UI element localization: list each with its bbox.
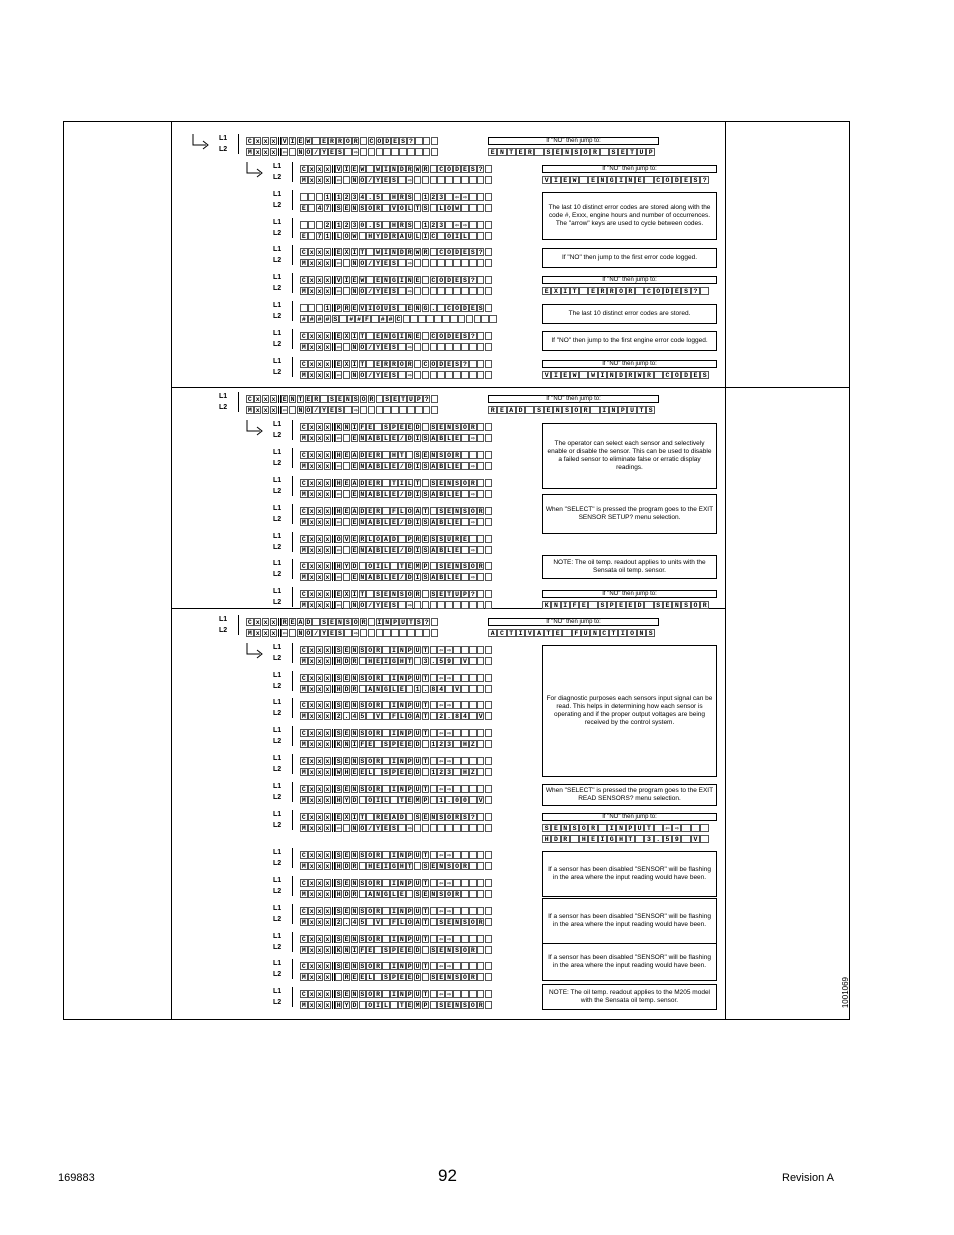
bracket-line xyxy=(292,810,293,830)
lcd-line-1: C x x x H Y D O I L T E M P S E N S O R xyxy=(300,562,493,570)
line-label-l1: L1 xyxy=(273,246,282,253)
line-label-l1: L1 xyxy=(273,877,282,884)
line-label-l1: L1 xyxy=(219,393,228,400)
line-label-l1: L1 xyxy=(273,191,282,198)
lcd-line-1: C x x x V I E W W I N D R W R C O D E S ? xyxy=(300,165,493,173)
lcd-line-1: C x x x S E N S O R I N P U T ⇦ ⇨ xyxy=(300,646,493,654)
note-box: When "SELECT" is pressed the program goes to the EXIT SENSOR SETUP? menu selection. xyxy=(542,494,717,534)
lcd-line-2: M x x x ⇦ N O / Y E S ⇨ xyxy=(246,406,439,414)
lcd-line-1: C x x x E X I T E N G I N E C O D E S ? xyxy=(300,332,493,340)
line-label-l2: L2 xyxy=(273,285,282,292)
jump-header: If "NO" then jump to: xyxy=(542,276,717,284)
line-label-l2: L2 xyxy=(273,230,282,237)
jump-target: K N I F E S P E E D S E N S O R xyxy=(542,601,709,609)
bracket-line xyxy=(292,587,293,607)
bracket-line xyxy=(292,420,293,440)
bracket-line xyxy=(238,134,239,154)
bracket-line xyxy=(292,504,293,524)
note-box: When "SELECT" is pressed the program goes to the EXIT READ SENSORS? menu selection. xyxy=(542,784,717,806)
line-label-l1: L1 xyxy=(273,849,282,856)
lcd-line-2: M x x x ⇦ N O / Y E S ⇨ xyxy=(300,259,493,267)
line-label-l1: L1 xyxy=(273,330,282,337)
lcd-line-2: E 7 1 L O W H Y D R A U L I C O I L xyxy=(300,232,493,240)
lcd-line-2: M x x x ⇦ N O / Y E S ⇨ xyxy=(246,148,439,156)
lcd-line-2: M x x x ⇦ N O / Y E S ⇨ xyxy=(300,601,493,609)
jump-target: E N T E R S E N S O R S E T U P xyxy=(488,148,655,156)
bracket-line xyxy=(292,876,293,896)
note-box: If a sensor has been disabled "SENSOR" will be flashing in the area where the input reading would have been. xyxy=(542,898,717,944)
lcd-line-1: 2 1 2 3 0 . 5 H R S 1 2 3 ⇦ ⇨ xyxy=(300,221,493,229)
lcd-line-2: M x x x H D R H E I G H T 3 . 5 9 V xyxy=(300,657,493,665)
line-label-l2: L2 xyxy=(273,202,282,209)
jump-header: If "NO" then jump to: xyxy=(542,590,717,598)
note-box: The last 10 distinct error codes are stored. xyxy=(542,304,717,324)
lcd-line-2: M x x x 2 . 4 5 V F L O A T 2 . 8 4 V xyxy=(300,712,493,720)
note-box: For diagnostic purposes each sensors input signal can be read. This helps in determining how each sensor is operating and if the proper output voltages are being received by the control system. xyxy=(542,645,717,777)
line-label-l2: L2 xyxy=(273,341,282,348)
line-label-l2: L2 xyxy=(273,710,282,717)
bracket-line xyxy=(292,726,293,746)
line-label-l2: L2 xyxy=(273,571,282,578)
lcd-line-1: C x x x S E N S O R I N P U T ⇦ ⇨ xyxy=(300,674,493,682)
bracket-line xyxy=(292,559,293,579)
line-label-l1: L1 xyxy=(273,644,282,651)
lcd-line-1: C x x x V I E W E R R O R C O D E S ? xyxy=(246,137,439,145)
lcd-line-1: C x x x H E A D E R H T S E N S O R xyxy=(300,451,493,459)
lcd-line-2: M x x x H Y D O I L T E M P S E N S O R xyxy=(300,1001,493,1009)
line-label-l2: L2 xyxy=(273,944,282,951)
right-divider xyxy=(725,122,726,1019)
line-label-l1: L1 xyxy=(273,933,282,940)
line-label-l1: L1 xyxy=(219,135,228,142)
lcd-line-2: M x x x H D R A N G L E 1 . 8 4 V xyxy=(300,685,493,693)
bracket-line xyxy=(292,782,293,802)
lcd-line-1: C x x x S E N S O R I N P U T ⇦ ⇨ xyxy=(300,879,493,887)
lcd-line-1: C x x x S E N S O R I N P U T ⇦ ⇨ xyxy=(300,962,493,970)
line-label-l1: L1 xyxy=(273,672,282,679)
lcd-line-2: M x x x K N I F E S P E E D S E N S O R xyxy=(300,946,493,954)
line-label-l2: L2 xyxy=(273,766,282,773)
line-label-l2: L2 xyxy=(273,257,282,264)
note-box: NOTE: The oil temp. readout applies to the M205 model with the Sensata oil temp. sensor. xyxy=(542,984,717,1010)
note-box: If "NO" then jump to the first error code logged. xyxy=(542,248,717,268)
lcd-line-1: C x x x S E N S O R I N P U T ⇦ ⇨ xyxy=(300,935,493,943)
lcd-line-2: M x x x ⇦ N O / Y E S ⇨ xyxy=(300,287,493,295)
lcd-line-2: M x x x R E E L S P E E D S E N S O R xyxy=(300,973,493,981)
line-label-l2: L2 xyxy=(273,516,282,523)
bracket-line xyxy=(292,698,293,718)
bracket-line xyxy=(292,643,293,663)
line-label-l1: L1 xyxy=(273,421,282,428)
lcd-line-1: C x x x E X I T W I N D R W R C O D E S ? xyxy=(300,248,493,256)
line-label-l2: L2 xyxy=(219,627,228,634)
lcd-line-2: M x x x ⇦ N O / Y E S ⇨ xyxy=(300,343,493,351)
flow-arrow-icon xyxy=(245,161,267,179)
line-label-l1: L1 xyxy=(273,302,282,309)
line-label-l2: L2 xyxy=(273,738,282,745)
line-label-l1: L1 xyxy=(273,505,282,512)
lcd-line-2: M x x x ⇦ N O / Y E S ⇨ xyxy=(300,824,493,832)
line-label-l2: L2 xyxy=(273,683,282,690)
lcd-line-1: C x x x E N T E R S E N S O R S E T U P ? xyxy=(246,395,439,403)
line-label-l2: L2 xyxy=(273,432,282,439)
lcd-line-2: M x x x ⇦ E N A B L E / D I S A B L E ⇨ xyxy=(300,462,493,470)
note-box: NOTE: The oil temp. readout applies to units with the Sensata oil temp. sensor. xyxy=(542,555,717,579)
lcd-line-2: M x x x H D R H E I G H T S E N S O R xyxy=(300,862,493,870)
bracket-line xyxy=(292,848,293,868)
line-label-l1: L1 xyxy=(273,755,282,762)
line-label-l2: L2 xyxy=(273,544,282,551)
line-label-l2: L2 xyxy=(273,655,282,662)
lcd-line-2: M x x x ⇦ N O / Y E S ⇨ xyxy=(300,371,493,379)
revision: Revision A xyxy=(782,1172,834,1184)
line-label-l1: L1 xyxy=(273,560,282,567)
jump-header: If "NO" then jump to: xyxy=(488,137,659,145)
lcd-line-1: C x x x S E N S O R I N P U T ⇦ ⇨ xyxy=(300,907,493,915)
line-label-l1: L1 xyxy=(273,960,282,967)
lcd-line-1: C x x x E X I T E R R O R C O D E S ? xyxy=(300,360,493,368)
flow-arrow-icon xyxy=(245,642,267,660)
bracket-line xyxy=(292,301,293,321)
jump-target: S E N S O R I N P U T ⇦ ⇨ xyxy=(542,824,709,832)
note-box: If "NO" then jump to the first engine error code logged. xyxy=(542,331,717,351)
bracket-line xyxy=(292,671,293,691)
flow-arrow-icon xyxy=(245,419,267,437)
section-divider-1 xyxy=(171,387,849,388)
line-label-l1: L1 xyxy=(273,533,282,540)
lcd-line-1: C x x x E X I T S E N S O R S E T U P ? xyxy=(300,590,493,598)
bracket-line xyxy=(292,218,293,238)
lcd-line-2: M x x x W H E E L S P E E D 1 2 3 H Z xyxy=(300,768,493,776)
bracket-line xyxy=(292,932,293,952)
lcd-line-2: M x x x ⇦ N O / Y E S ⇨ xyxy=(300,176,493,184)
left-divider xyxy=(171,122,172,1019)
bracket-line xyxy=(292,329,293,349)
lcd-line-2: M x x x H D R A N G L E S E N S O R xyxy=(300,890,493,898)
line-label-l2: L2 xyxy=(273,822,282,829)
lcd-line-1: C x x x K N I F E S P E E D S E N S O R xyxy=(300,423,493,431)
line-label-l1: L1 xyxy=(273,783,282,790)
line-label-l2: L2 xyxy=(273,794,282,801)
line-label-l2: L2 xyxy=(273,599,282,606)
line-label-l2: L2 xyxy=(273,313,282,320)
bracket-line xyxy=(238,615,239,635)
line-label-l2: L2 xyxy=(273,488,282,495)
lcd-line-1: C x x x S E N S O R I N P U T ⇦ ⇨ xyxy=(300,785,493,793)
line-label-l1: L1 xyxy=(273,477,282,484)
jump-header: If "NO" then jump to: xyxy=(488,395,659,403)
jump-header: If "NO" then jump to: xyxy=(542,360,717,368)
bracket-line xyxy=(292,245,293,265)
lcd-line-1: C x x x H E A D E R T I L T S E N S O R xyxy=(300,479,493,487)
line-label-l2: L2 xyxy=(273,971,282,978)
line-label-l1: L1 xyxy=(219,616,228,623)
bracket-line xyxy=(292,987,293,1007)
line-label-l1: L1 xyxy=(273,163,282,170)
bracket-line xyxy=(292,162,293,182)
jump-target: V I E W E N G I N E C O D E S ? xyxy=(542,176,709,184)
lcd-line-2: M x x x ⇦ E N A B L E / D I S A B L E ⇨ xyxy=(300,573,493,581)
lcd-line-2: M x x x ⇦ E N A B L E / D I S A B L E ⇨ xyxy=(300,434,493,442)
bracket-line xyxy=(292,273,293,293)
lcd-line-1: C x x x R E A D S E N S O R I N P U T S ? xyxy=(246,618,439,626)
line-label-l2: L2 xyxy=(273,860,282,867)
jump-header: If "NO" then jump to: xyxy=(488,618,659,626)
line-label-l2: L2 xyxy=(219,146,228,153)
bracket-line xyxy=(292,448,293,468)
jump-target: V I E W W I N D R W R C O D E S xyxy=(542,371,709,379)
jump-target: H D R H E I G H T 3 . 5 9 V xyxy=(542,835,709,843)
lcd-line-1: C x x x S E N S O R I N P U T ⇦ ⇨ xyxy=(300,851,493,859)
line-label-l1: L1 xyxy=(273,274,282,281)
line-label-l1: L1 xyxy=(273,699,282,706)
line-label-l1: L1 xyxy=(273,358,282,365)
page-number: 92 xyxy=(438,1166,457,1185)
bracket-line xyxy=(292,959,293,979)
figure-id: 1001069 xyxy=(841,977,850,1009)
bracket-line xyxy=(292,754,293,774)
lcd-line-2: M x x x K N I F E S P E E D 1 2 3 H Z xyxy=(300,740,493,748)
lcd-line-1: C x x x S E N S O R I N P U T ⇦ ⇨ xyxy=(300,990,493,998)
line-label-l2: L2 xyxy=(273,460,282,467)
lcd-line-1: C x x x O V E R L O A D P R E S S U R E xyxy=(300,535,493,543)
lcd-line-2: M x x x 2 . 4 5 V F L O A T S E N S O R xyxy=(300,918,493,926)
lcd-line-2: M x x x ⇦ E N A B L E / D I S A B L E ⇨ xyxy=(300,546,493,554)
jump-header: If "NO" then jump to: xyxy=(542,165,717,173)
line-label-l2: L2 xyxy=(219,404,228,411)
line-label-l2: L2 xyxy=(273,916,282,923)
line-label-l1: L1 xyxy=(273,449,282,456)
lcd-line-2: M x x x H Y D O I L T E M P 1 . 0 0 V xyxy=(300,796,493,804)
lcd-line-1: C x x x S E N S O R I N P U T ⇦ ⇨ xyxy=(300,757,493,765)
bracket-line xyxy=(292,357,293,377)
jump-target: E X I T E R R O R C O D E S ? xyxy=(542,287,709,295)
lcd-line-1: C x x x E X I T R E A D S E N S O R S ? xyxy=(300,813,493,821)
line-label-l2: L2 xyxy=(273,369,282,376)
bracket-line xyxy=(292,532,293,552)
lcd-line-1: 1 1 2 3 4 . 5 H R S 1 2 3 ⇦ ⇨ xyxy=(300,193,493,201)
flow-arrow-icon xyxy=(191,133,213,151)
lcd-line-1: 1 P R E V I O U S E N G . C O D E S xyxy=(300,304,493,312)
jump-header: If "NO" then jump to: xyxy=(542,813,717,821)
line-label-l2: L2 xyxy=(273,174,282,181)
jump-target: A C T I V A T E F U N C T I O N S xyxy=(488,629,655,637)
line-label-l1: L1 xyxy=(273,727,282,734)
line-label-l1: L1 xyxy=(273,988,282,995)
lcd-line-1: C x x x V I E W E N G I N E C O D E S ? xyxy=(300,276,493,284)
lcd-line-2: # # # # S # # F # # C xyxy=(300,315,497,323)
lcd-line-2: M x x x ⇦ E N A B L E / D I S A B L E ⇨ xyxy=(300,518,493,526)
jump-target: R E A D S E N S O R I N P U T S xyxy=(488,406,655,414)
bracket-line xyxy=(292,476,293,496)
lcd-line-1: C x x x H E A D E R F L O A T S E N S O R xyxy=(300,507,493,515)
bracket-line xyxy=(292,190,293,210)
bracket-line xyxy=(292,904,293,924)
line-label-l1: L1 xyxy=(273,588,282,595)
note-box: The last 10 distinct error codes are stored along with the code #, Exxx, engine hours and number of occurrences. The "arrow" keys are used to cycle between codes. xyxy=(542,192,717,240)
lcd-line-1: C x x x S E N S O R I N P U T ⇦ ⇨ xyxy=(300,701,493,709)
line-label-l1: L1 xyxy=(273,219,282,226)
line-label-l1: L1 xyxy=(273,905,282,912)
lcd-line-2: M x x x ⇦ N O / Y E S ⇨ xyxy=(246,629,439,637)
lcd-line-2: M x x x ⇦ E N A B L E / D I S A B L E ⇨ xyxy=(300,490,493,498)
line-label-l1: L1 xyxy=(273,811,282,818)
note-box: The operator can select each sensor and selectively enable or disable the sensor. This can be used to disable a failed sensor to eliminate false or erratic display readings. xyxy=(542,423,717,489)
note-box: If a sensor has been disabled "SENSOR" will be flashing in the area where the input reading would have been. xyxy=(542,943,717,981)
note-box: If a sensor has been disabled "SENSOR" will be flashing in the area where the input reading would have been. xyxy=(542,851,717,897)
line-label-l2: L2 xyxy=(273,888,282,895)
lcd-line-1: C x x x S E N S O R I N P U T ⇦ ⇨ xyxy=(300,729,493,737)
doc-number: 169883 xyxy=(58,1172,95,1184)
line-label-l2: L2 xyxy=(273,999,282,1006)
bracket-line xyxy=(238,392,239,412)
lcd-line-2: E 4 7 S E N S O R V O L T S L O W xyxy=(300,204,493,212)
